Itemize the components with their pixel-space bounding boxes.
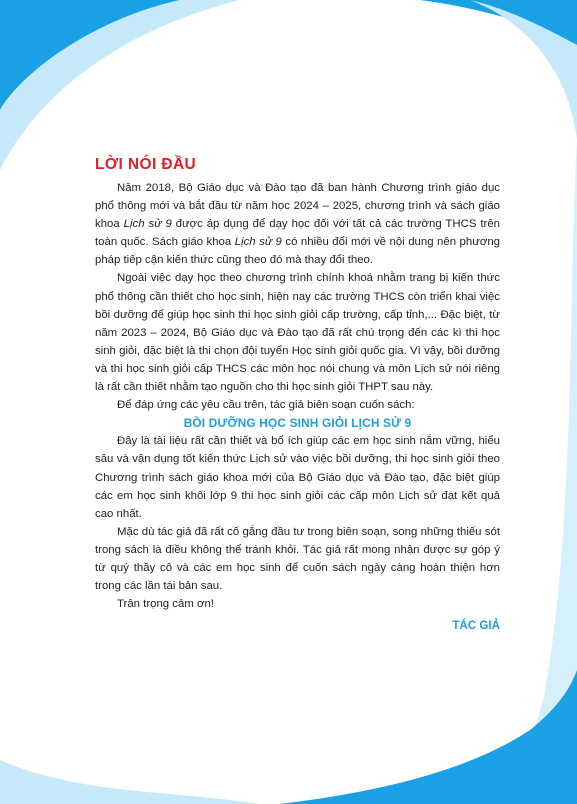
paragraph-1-text-b: được áp dụng để dạy học đối với tất cả các trường THCS trên toàn quốc. Sách giáo khoa bbox=[95, 218, 500, 249]
paragraph-1-text-c: có nhiều đổi mới về nội dung nên phương pháp tiếp cận kiến thức cũng theo đó mà thay đổi theo. bbox=[95, 236, 500, 267]
paragraph-1-italic-a: Lịch sử 9 bbox=[123, 218, 172, 231]
paragraph-2: Ngoài việc dạy học theo chương trình chính khoá nhằm trang bị kiến thức phổ thông cần thiết cho học sinh, hiện nay các trường THCS còn triển khai việc bồi dưỡng để giúp học sinh thi học sinh giỏi cấp trường, cấp tỉnh,... Đặc biệt, từ năm 2023 – 2024, Bộ Giáo dục và Đào tạo đã rất chú trọng đến các kì thi học sinh giỏi, đặc biệt là thi chọn đội tuyển Học sinh giỏi quốc gia. Vì vậy, bồi dưỡng và thi học sinh giỏi cấp THCS các môn học nói chung và môn Lịch sử nói riêng là rất cần thiết nhằm tạo nguồn cho thi học sinh giỏi THPT sau này. bbox=[95, 272, 500, 394]
preface-content bbox=[95, 155, 500, 635]
paragraph-3: Để đáp ứng các yêu cầu trên, tác giả biên soạn cuốn sách: bbox=[117, 399, 415, 412]
paragraph-4: Đây là tài liệu rất cần thiết và bổ ích giúp các em học sinh nắm vững, hiểu sâu và vận dụng tốt kiến thức Lịch sử vào việc bồi dưỡng, thi học sinh giỏi theo Chương trình sách giáo khoa mới của Bộ Giáo dục và Đào tạo, đặc biệt giúp các em học sinh khối lớp 9 thi học sinh giỏi các cấp môn Lịch sử đạt kết quả cao nhất. bbox=[95, 435, 500, 520]
book-title: BỒI DƯỠNG HỌC SINH GIỎI LỊCH SỬ 9 bbox=[183, 416, 412, 431]
paragraph-1 bbox=[95, 179, 500, 269]
paragraph-1-italic-b: Lịch sử 9 bbox=[234, 236, 282, 249]
paragraph-1-text-a: Năm 2018, Bộ Giáo dục và Đào tạo đã ban hành Chương trình giáo dục phổ thông mới và bắt đầu từ năm học 2024 – 2025, chương trình và sách giáo khoa bbox=[95, 182, 500, 231]
bottom-right-wave-dark bbox=[280, 670, 577, 804]
page-title: LỜI NÓI ĐẦU bbox=[95, 156, 197, 173]
paragraph-5: Mặc dù tác giả đã rất cố gắng đầu tư trong biên soạn, song những thiếu sót trong sách là điều không thể tránh khỏi. Tác giả rất mong nhận được sự góp ý từ quý thầy cô và các em học sinh để cuốn sách ngày càng hoàn thiện hơn trong các lần tái bản sau. bbox=[95, 525, 500, 593]
paragraph-6: Trân trọng cảm ơn! bbox=[117, 598, 214, 611]
author-signature: TÁC GIẢ bbox=[452, 619, 500, 633]
bottom-wave-light bbox=[0, 760, 260, 804]
